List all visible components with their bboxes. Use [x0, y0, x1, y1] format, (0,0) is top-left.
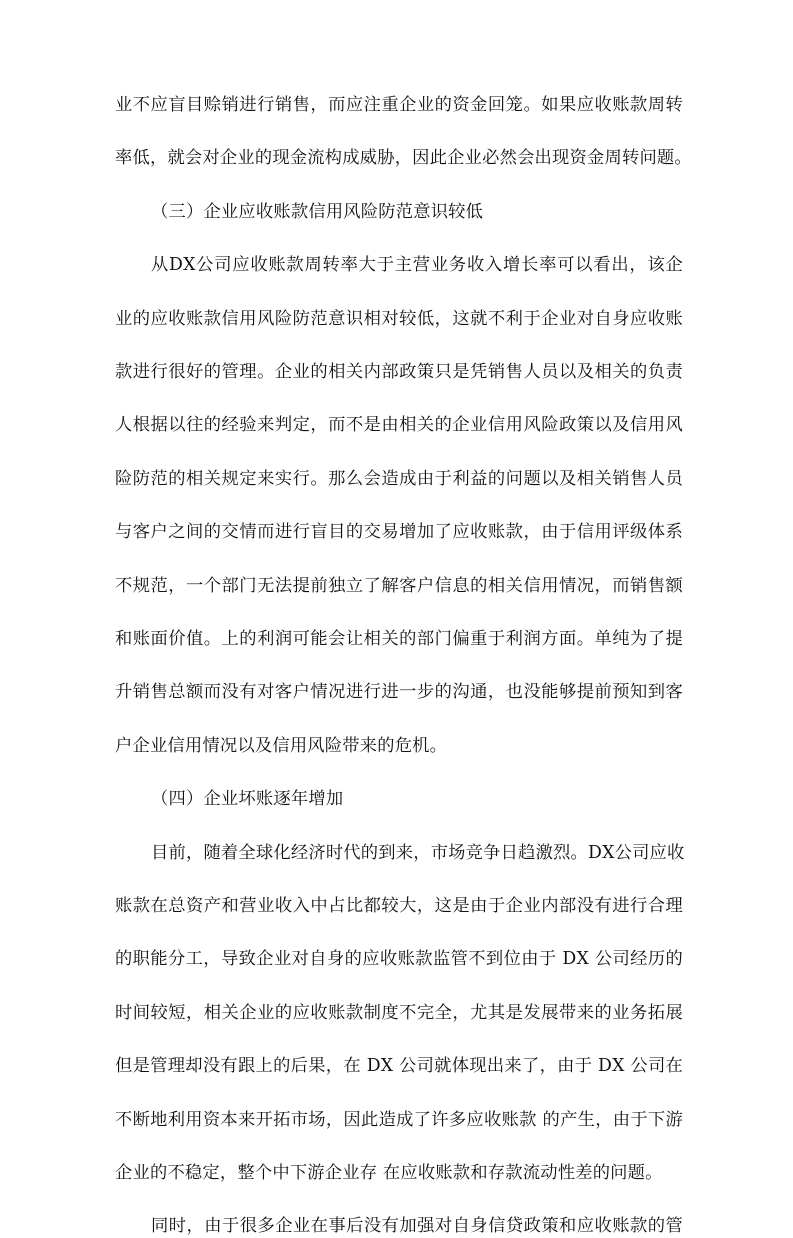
body-text-line: 升销售总额而没有对客户情况进行进一步的沟通，也没能够提前预知到客 [115, 682, 683, 703]
body-text-line: 企业的不稳定，整个中下游企业存 在应收账款和存款流动性差的问题。 [115, 1163, 663, 1183]
body-text-line: 与客户之间的交情而进行盲目的交易增加了应收账款，由于信用评级体系 [115, 522, 683, 543]
section-heading: （四）企业坏账逐年增加 [151, 789, 344, 810]
body-text-line: 不规范，一个部门无法提前独立了解客户信息的相关信用情况，而销售额 [115, 575, 683, 596]
body-text-line: 时间较短，相关企业的应收账款制度不完全，尤其是发展带来的业务拓展 [115, 1002, 683, 1023]
body-text-line: 不断地利用资本来开拓市场，因此造成了许多应收账款 的产生，由于下游 [115, 1109, 683, 1130]
body-text-line: 但是管理却没有跟上的后果，在 DX 公司就体现出来了，由于 DX 公司在 [115, 1056, 683, 1077]
body-text-line: 款进行很好的管理。企业的相关内部政策只是凭销售人员以及相关的负责 [115, 362, 683, 382]
body-text-line: 和账面价值。上的利润可能会让相关的部门偏重于利润方面。单纯为了提 [115, 629, 683, 649]
body-text-line: 账款在总资产和营业收入中占比都较大，这是由于企业内部没有进行合理 [115, 896, 683, 916]
body-text-line: 目前，随着全球化经济时代的到来，市场竞争日趋激烈。DX公司应收 [151, 842, 685, 863]
section-heading: （三）企业应收账款信用风险防范意识较低 [151, 201, 484, 222]
body-text-line: 率低，就会对企业的现金流构成威胁，因此企业必然会出现资金周转问题。 [115, 148, 692, 169]
body-text-line: 业的应收账款信用风险防范意识相对较低，这就不利于企业对自身应收账 [115, 308, 683, 329]
body-text-line: 险防范的相关规定来实行。那么会造成由于利益的问题以及相关销售人员 [115, 468, 683, 489]
body-text-line: 人根据以往的经验来判定，而不是由相关的企业信用风险政策以及信用风 [115, 415, 683, 436]
body-text-line: 业不应盲目赊销进行销售，而应注重企业的资金回笼。如果应收账款周转 [115, 95, 683, 115]
body-text-line: 同时，由于很多企业在事后没有加强对自身信贷政策和应收账款的管 [151, 1216, 683, 1237]
body-text-line: 的职能分工，导致企业对自身的应收账款监管不到位由于 DX 公司经历的 [115, 949, 683, 970]
body-text-line: 从DX公司应收账款周转率大于主营业务收入增长率可以看出，该企 [151, 255, 683, 276]
body-text-line: 户企业信用情况以及信用风险带来的危机。 [115, 735, 448, 756]
